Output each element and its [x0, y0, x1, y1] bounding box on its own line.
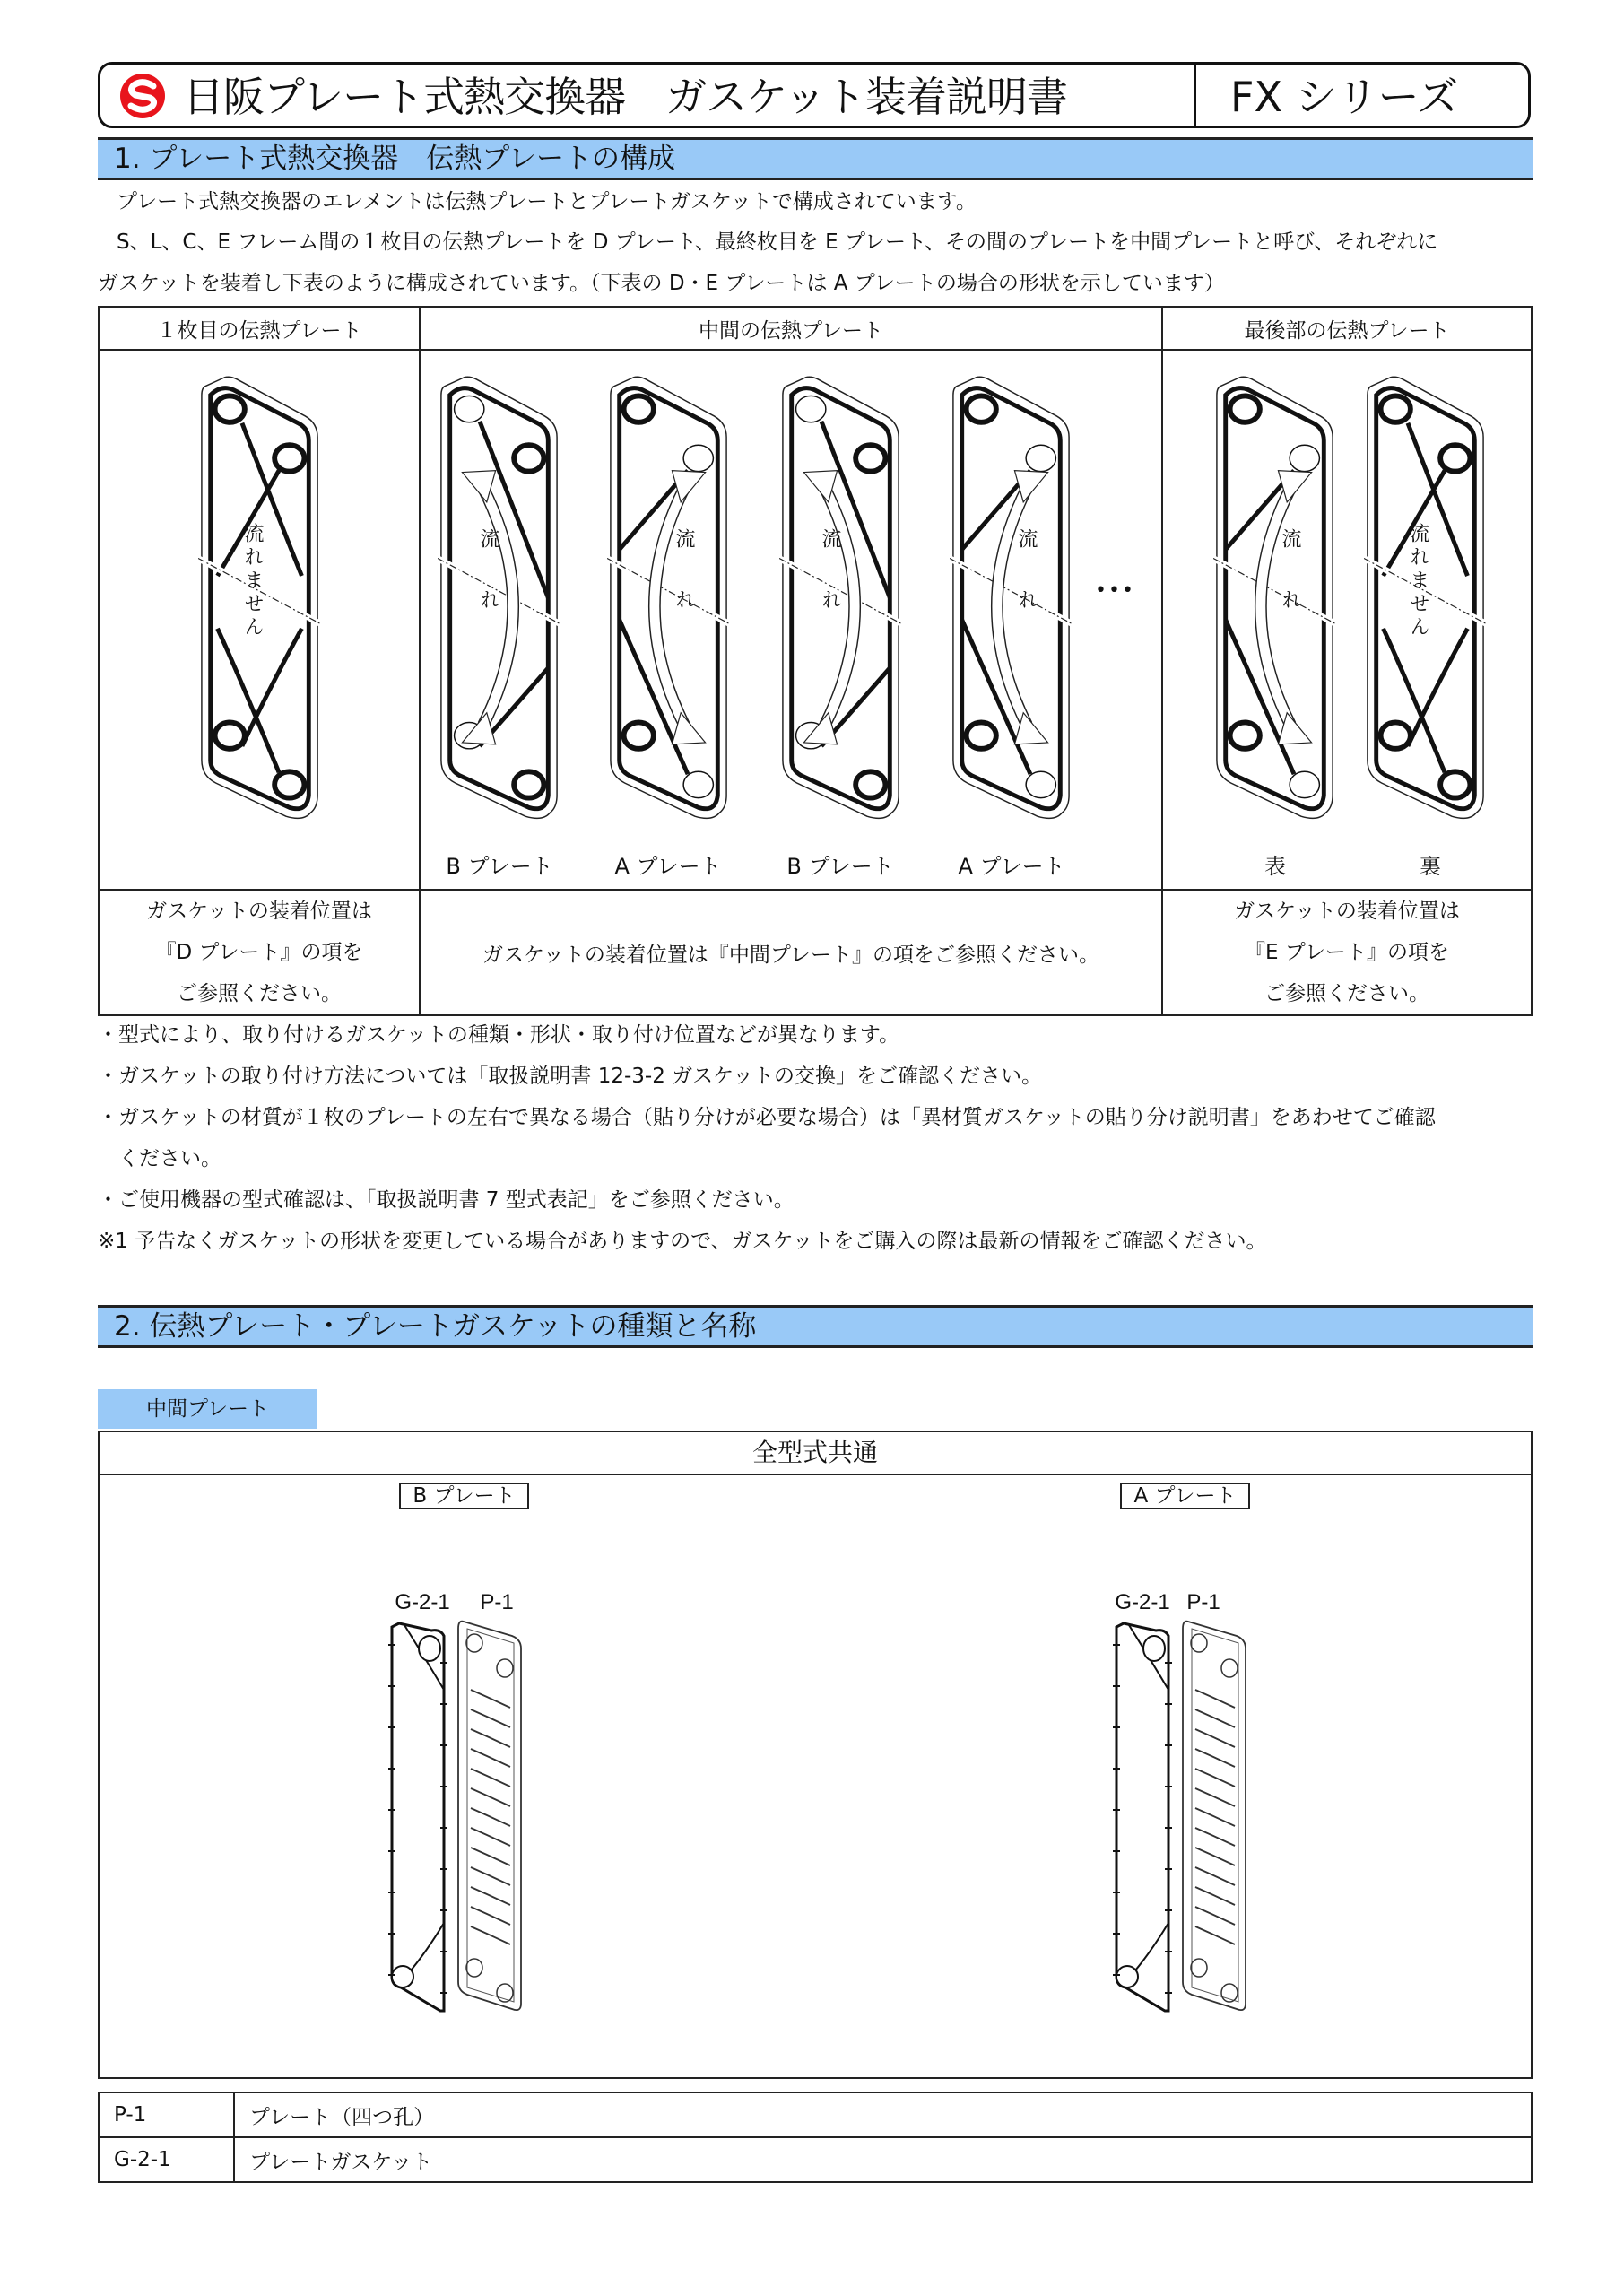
company-logo-icon: [120, 74, 165, 118]
bullet-2: ・ガスケットの取り付け方法については「取扱説明書 12-3-2 ガスケットの交換」をご確認ください。: [98, 1065, 1042, 1088]
legend-code: P-1: [99, 2092, 234, 2137]
header-first-plate: １枚目の伝熱プレート: [99, 307, 420, 350]
b-plate-label: B プレート: [399, 1483, 529, 1509]
intro-paragraph-1: プレート式熱交換器のエレメントは伝熱プレートとプレートガスケットで構成されています。: [117, 190, 977, 213]
plate-side-label: 表: [1264, 854, 1286, 879]
flow-text: 流れ: [1279, 528, 1301, 650]
header-last-plate: 最後部の伝熱プレート: [1162, 307, 1532, 350]
document-title: 日阪プレート式熱交換器 ガスケット装着説明書: [183, 73, 1067, 121]
legend-row: [99, 2137, 1532, 2182]
note-line: 『D プレート』の項を: [155, 941, 363, 964]
title-divider: [1194, 65, 1196, 126]
note-line: ご参照ください。: [1264, 982, 1429, 1005]
gasket-and-plate-drawing: [1111, 1618, 1255, 2013]
legend-row: [99, 2092, 1532, 2137]
legend-name: プレート（四つ孔）: [234, 2092, 1532, 2137]
section2-heading: 2. 伝熱プレート・プレートガスケットの種類と名称: [98, 1305, 1533, 1348]
footnote: ※1 予告なくガスケットの形状を変更している場合がありますので、ガスケットをご購入の際は最新の情報をご確認ください。: [98, 1230, 1267, 1253]
no-flow-text: 流れません: [1407, 523, 1429, 639]
intro-paragraph-2: S、L、C、E フレーム間の１枚目の伝熱プレートを D プレート、最終枚目を E プレート、その間のプレートを中間プレートと呼び、それぞれに: [117, 230, 1438, 254]
gasket-and-plate-drawing: [386, 1618, 530, 2013]
legend-code: G-2-1: [99, 2137, 234, 2182]
note-middle: ガスケットの装着位置は『中間プレート』の項をご参照ください。: [420, 890, 1162, 1015]
note-line: ご参照ください。: [177, 982, 342, 1005]
flow-text: 流れ: [819, 528, 841, 650]
part-label-gasket-a: G-2-1: [1115, 1590, 1170, 1614]
flow-text: 流れ: [477, 528, 499, 650]
series-name: FX シリーズ: [1230, 73, 1459, 121]
part-label-gasket-b: G-2-1: [395, 1590, 450, 1614]
middle-plates-cell: [420, 350, 1162, 890]
bullet-4: ・ご使用機器の型式確認は、「取扱説明書 7 型式表記」をご参照ください。: [98, 1188, 795, 1212]
note-line: ガスケットの装着位置は: [146, 900, 372, 923]
a-plate-diagram: [950, 370, 1073, 825]
middle-plate-tab: 中間プレート: [98, 1389, 317, 1429]
flow-text: 流れ: [1015, 528, 1038, 650]
bullet-1: ・型式により、取り付けるガスケットの種類・形状・取り付け位置などが異なります。: [98, 1023, 900, 1047]
plate-label: A プレート: [958, 854, 1065, 879]
plate-composition-table: [98, 306, 1533, 1016]
legend-name: プレートガスケット: [234, 2137, 1532, 2182]
bullet-3: ・ガスケットの材質が１枚のプレートの左右で異なる場合（貼り分けが必要な場合）は「異材質ガスケットの貼り分け説明書」をあわせてご確認: [98, 1106, 1436, 1129]
box-title: 全型式共通: [100, 1432, 1531, 1475]
ellipsis: •••: [1095, 579, 1135, 602]
note-line: 『E プレート』の項を: [1245, 941, 1449, 964]
last-plate-cell: [1162, 350, 1532, 890]
no-flow-text: 流れません: [241, 523, 264, 639]
plate-label: B プレート: [786, 854, 894, 879]
header-middle-plates: 中間の伝熱プレート: [420, 307, 1162, 350]
plate-label: A プレート: [614, 854, 722, 879]
a-plate-diagram: [1213, 370, 1336, 825]
flow-text: 流れ: [673, 528, 695, 650]
a-plate-label: A プレート: [1120, 1483, 1250, 1509]
part-label-plate-a: P-1: [1186, 1590, 1220, 1614]
first-plate-cell: [99, 350, 420, 890]
plate-label: B プレート: [446, 854, 553, 879]
parts-legend-table: [98, 2092, 1533, 2183]
section1-heading: 1. プレート式熱交換器 伝熱プレートの構成: [98, 137, 1533, 180]
note-last: [1162, 890, 1532, 1015]
middle-plate-box: [98, 1431, 1533, 2079]
a-plate-diagram: [607, 370, 730, 825]
note-first: [99, 890, 420, 1015]
part-label-plate-b: P-1: [480, 1590, 514, 1614]
intro-paragraph-3: ガスケットを装着し下表のように構成されています。（下表の D・E プレートは A プレートの場合の形状を示しています）: [98, 272, 1225, 295]
plate-side-label: 裏: [1420, 854, 1441, 879]
bullet-3-cont: ください。: [98, 1147, 221, 1170]
document-title-box: [98, 62, 1531, 128]
note-line: ガスケットの装着位置は: [1234, 900, 1460, 923]
